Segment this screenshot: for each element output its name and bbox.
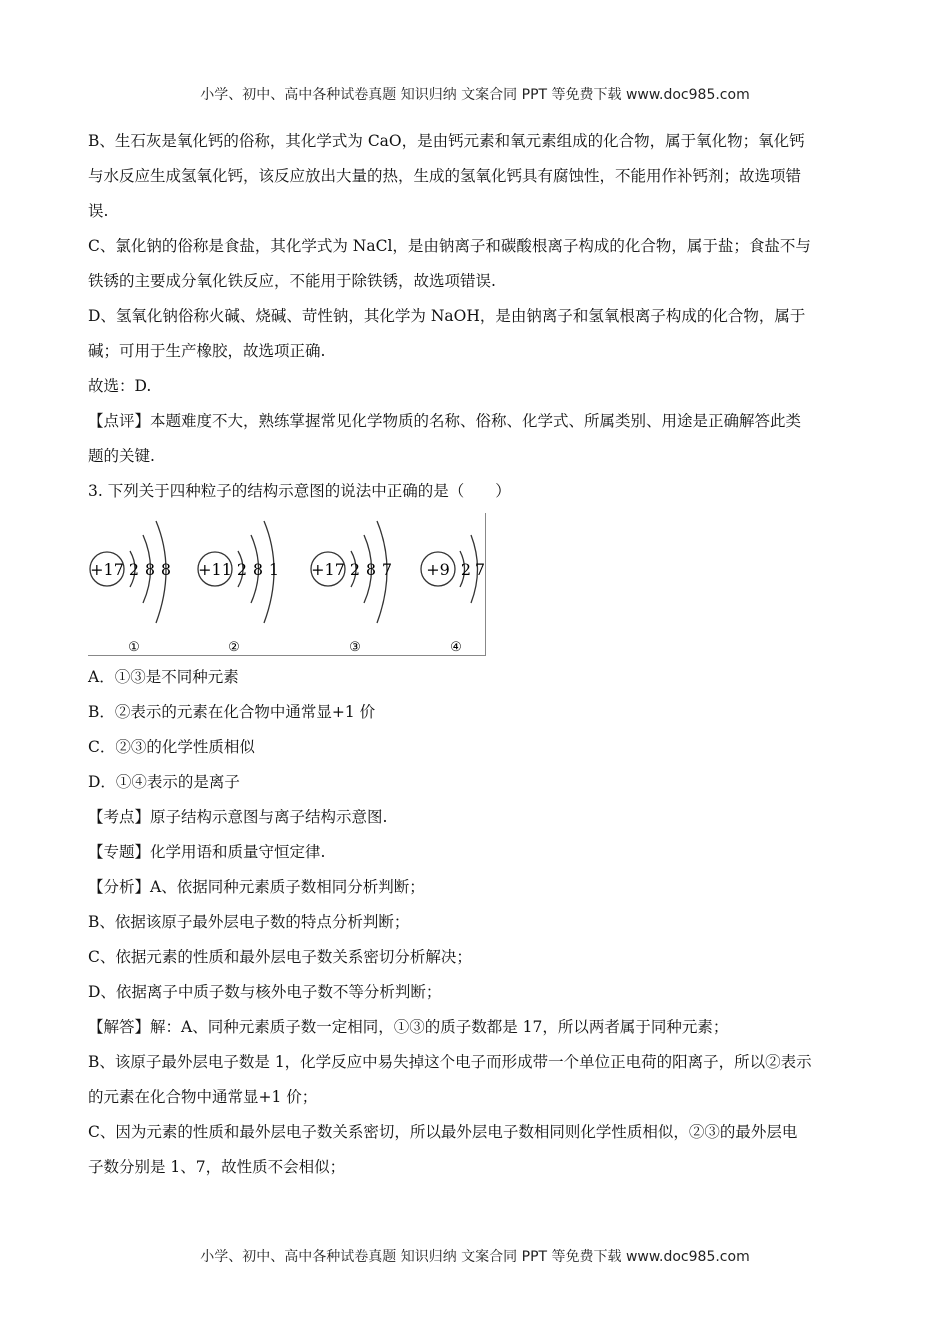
text-line: 误. [88, 202, 109, 220]
text-line: 题的关键. [88, 447, 155, 465]
text-line: C、依据元素的性质和最外层电子数关系密切分析解决； [88, 948, 472, 966]
electron-count: 8 [160, 560, 172, 579]
particle-1 [90, 521, 171, 655]
text-line: 【分析】A、依据同种元素质子数相同分析判断； [88, 878, 425, 896]
text-line: B、依据该原子最外层电子数的特点分析判断； [88, 913, 410, 931]
text-line: 与水反应生成氢氧化钙，该反应放出大量的热，生成的氢氧化钙具有腐蚀性，不能用作补钙剂；故选项错 [88, 167, 802, 185]
electron-count: 2 [349, 560, 361, 579]
electron-count: 7 [474, 560, 485, 579]
text-line: 子数分别是 1、7，故性质不会相似； [88, 1158, 346, 1176]
text-line: 【点评】本题难度不大，熟练掌握常见化学物质的名称、俗称、化学式、所属类别、用途是正确解答此类 [88, 412, 802, 430]
text-line: C、因为元素的性质和最外层电子数关系密切，所以最外层电子数相同则化学性质相似，②③的最外层电 [88, 1123, 798, 1141]
text-line: D、氢氧化钠俗称火碱、烧碱、苛性钠，其化学为 NaOH，是由钠离子和氢氧根离子构成的化合物，属于 [88, 307, 806, 325]
text-line: 铁锈的主要成分氧化铁反应，不能用于除铁锈，故选项错误. [88, 272, 496, 290]
atomic-structure-diagram [88, 513, 485, 655]
option-c: C．②③的化学性质相似 [88, 738, 255, 756]
electron-count: 2 [128, 560, 140, 579]
particle-label: ③ [349, 640, 361, 655]
nucleus-charge: +17 [311, 560, 345, 579]
particle-2 [198, 521, 279, 655]
particle-label: ① [128, 640, 140, 655]
text-line: 【考点】原子结构示意图与离子结构示意图. [88, 808, 388, 826]
document-body [88, 124, 868, 1185]
option-d: D．①④表示的是离子 [88, 773, 240, 791]
electron-count: 1 [268, 560, 280, 579]
electron-count: 2 [236, 560, 248, 579]
text-line: 【解答】解：A、同种元素质子数一定相同，①③的质子数都是 17，所以两者属于同种元素； [88, 1018, 729, 1036]
electron-count: 8 [144, 560, 156, 579]
nucleus-charge: +17 [90, 560, 124, 579]
text-line: 的元素在化合物中通常显+1 价； [88, 1088, 318, 1106]
particle-4 [421, 535, 485, 655]
electron-count: 2 [460, 560, 472, 579]
option-a: A．①③是不同种元素 [88, 668, 239, 686]
particle-label: ④ [450, 640, 462, 655]
text-line: 【专题】化学用语和质量守恒定律. [88, 843, 326, 861]
text-line: B、该原子最外层电子数是 1，化学反应中易失掉这个电子而形成带一个单位正电荷的阳离子，所以②表示 [88, 1053, 812, 1071]
electron-count: 7 [381, 560, 393, 579]
nucleus-charge: +11 [198, 560, 232, 579]
page-header: 小学、初中、高中各种试卷真题 知识归纳 文案合同 PPT 等免费下载 www.doc985.com [200, 87, 750, 103]
nucleus-charge: +9 [426, 560, 450, 579]
text-line: B、生石灰是氧化钙的俗称，其化学式为 CaO，是由钙元素和氧元素组成的化合物，属于氧化物；氧化钙 [88, 132, 805, 150]
text-line: 碱；可用于生产橡胶，故选项正确. [88, 342, 326, 360]
question-3-stem: 3. 下列关于四种粒子的结构示意图的说法中正确的是（ ） [88, 482, 511, 500]
option-b: B．②表示的元素在化合物中通常显+1 价 [88, 703, 376, 721]
particle-3 [311, 521, 392, 655]
electron-count: 8 [365, 560, 377, 579]
electron-count: 8 [252, 560, 264, 579]
page-footer: 小学、初中、高中各种试卷真题 知识归纳 文案合同 PPT 等免费下载 www.doc985.com [200, 1249, 750, 1265]
text-line: 故选：D. [88, 377, 152, 395]
text-line: C、氯化钠的俗称是食盐，其化学式为 NaCl，是由钠离子和碳酸根离子构成的化合物，属于盐；食盐不与 [88, 237, 811, 255]
particle-label: ② [228, 640, 240, 655]
atomic-structure-figure [88, 513, 486, 656]
text-line: D、依据离子中质子数与核外电子数不等分析判断； [88, 983, 442, 1001]
